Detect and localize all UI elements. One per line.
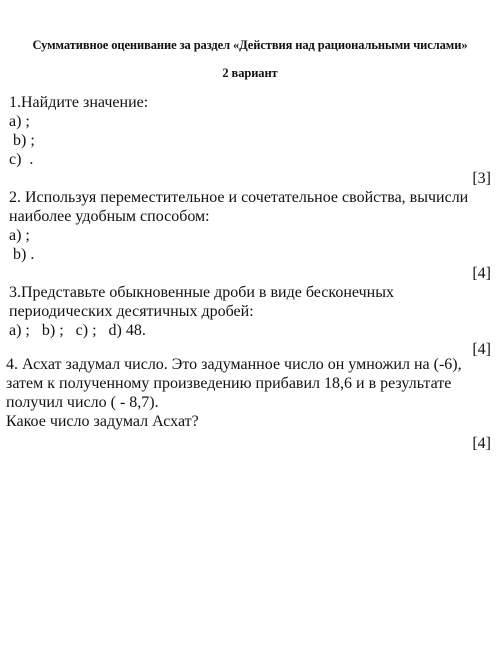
task-4-line-1: 4. Асхат задумал число. Это задуманное число он умножил на (-6), [6,356,462,373]
task-1-line-1: 1.Найдите значение: [9,94,149,111]
task-3-score: [4] [472,341,491,358]
task-4-line-4: Какое число задумал Асхат? [6,413,199,430]
task-1-line-3: b) ; [9,132,35,149]
task-3-line-3: a) ; b) ; c) ; d) 48. [9,322,146,339]
task-4-score: [4] [472,435,491,452]
task-3-line-1: 3.Представьте обыкновенные дроби в виде бесконечных [9,284,394,301]
task-2-score: [4] [472,265,491,282]
task-1-line-2: a) ; [9,113,30,130]
task-2-line-2: наиболее удобным способом: [9,208,210,225]
task-2-line-4: b) . [9,246,35,263]
task-1-line-4: c) . [9,151,34,168]
task-4-line-3: получил число ( - 8,7). [6,394,159,411]
task-2-line-3: a) ; [9,227,30,244]
page-title: Суммативное оценивание за раздел «Действия над рациональными числами» [32,38,468,52]
task-1-score: [3] [472,170,491,187]
task-4-line-2: затем к полученному произведению прибавил 18,6 и в результате [6,375,452,392]
task-2-line-1: 2. Используя переместительное и сочетательное свойства, вычисли [9,189,469,206]
variant-label: 2 вариант [222,66,278,80]
task-3-line-2: периодических десятичных дробей: [9,303,254,320]
